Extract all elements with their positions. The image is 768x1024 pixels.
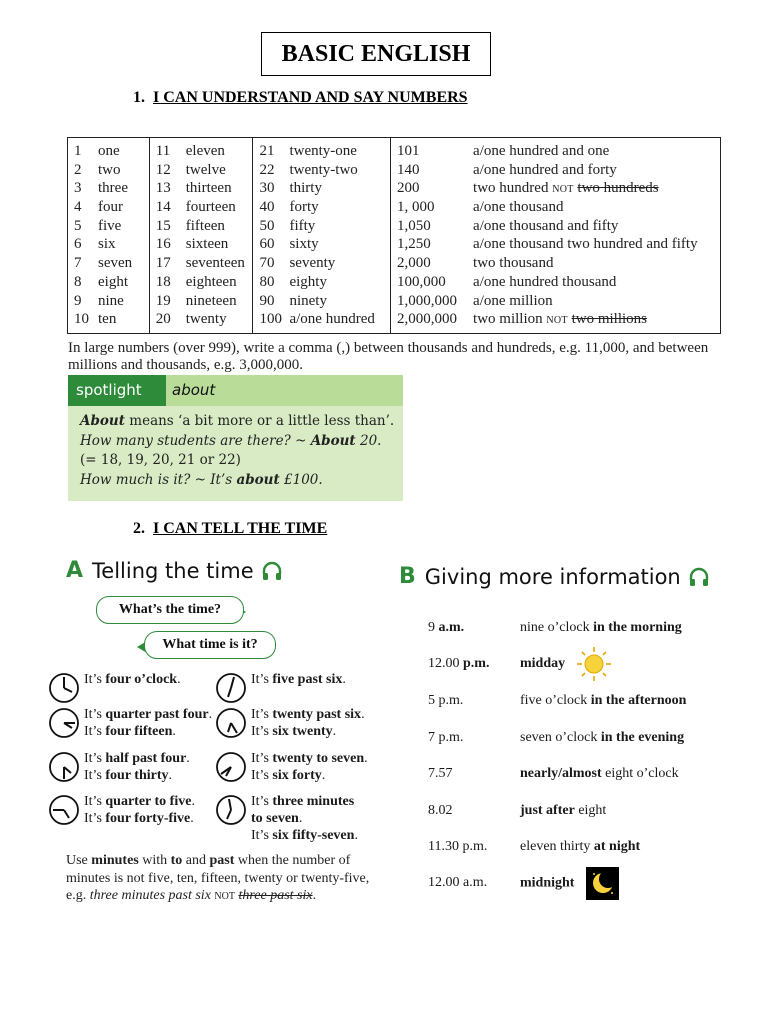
number-digits: 100,000 xyxy=(397,273,446,290)
clock-icon xyxy=(48,707,80,739)
section-2-heading xyxy=(133,520,327,538)
number-digits: 80 xyxy=(259,273,275,290)
number-word: eight xyxy=(98,273,128,290)
spotlight-line-4: How much is it? ~ It’s about £100. xyxy=(80,471,323,488)
spotlight-box xyxy=(68,375,403,501)
number-word: three xyxy=(98,180,128,197)
info-row: 5 p.m. five o’clock in the afternoon xyxy=(428,693,687,708)
number-word: eleven xyxy=(185,143,225,159)
number-word: two xyxy=(98,161,121,178)
number-digits: 21 xyxy=(259,143,275,159)
info-row: 12.00 p.m. midday xyxy=(428,652,728,676)
number-word: nine xyxy=(98,292,124,309)
number-digits: 30 xyxy=(259,180,275,197)
number-word: fifteen xyxy=(185,217,225,234)
number-digits: 101 xyxy=(397,143,420,159)
spotlight-topic: about xyxy=(166,375,403,406)
number-row xyxy=(74,142,145,161)
number-word: twenty-two xyxy=(289,161,358,178)
number-digits: 17 xyxy=(155,255,171,272)
number-row xyxy=(397,310,716,329)
number-digits: 2 xyxy=(74,161,82,178)
number-digits: 100 xyxy=(259,311,282,328)
section-1-heading xyxy=(133,89,468,107)
number-digits: 9 xyxy=(74,292,82,309)
section-b-title xyxy=(399,564,710,589)
clock-icon xyxy=(48,794,80,826)
number-digits: 2,000 xyxy=(397,255,431,272)
section-2-number: 2. xyxy=(133,520,145,537)
number-word: thirty xyxy=(289,180,322,197)
number-digits: 13 xyxy=(155,180,171,197)
number-row xyxy=(156,142,249,161)
number-digits: 200 xyxy=(397,180,420,197)
number-digits: 1 xyxy=(74,143,82,159)
speech-bubble-question-2: What time is it? xyxy=(144,631,276,659)
number-row xyxy=(397,217,716,236)
number-row xyxy=(74,310,145,329)
number-row xyxy=(74,273,145,292)
number-row xyxy=(156,217,249,236)
info-row: 7 p.m. seven o’clock in the evening xyxy=(428,730,685,745)
number-row xyxy=(259,254,386,273)
clock-icon xyxy=(215,751,247,783)
number-row xyxy=(259,161,386,180)
spotlight-line-2: How many students are there? ~ About 20. xyxy=(80,432,382,449)
number-row xyxy=(397,254,716,273)
moon-icon xyxy=(586,867,619,900)
number-word: nineteen xyxy=(185,292,237,309)
number-row xyxy=(156,235,249,254)
clock-icon xyxy=(48,672,80,704)
number-word: twenty xyxy=(185,311,227,328)
number-digits: 19 xyxy=(155,292,171,309)
number-row xyxy=(156,310,249,329)
number-row xyxy=(259,198,386,217)
number-digits: 1,000,000 xyxy=(397,292,458,309)
info-row: 11.30 p.m. eleven thirty at night xyxy=(428,839,641,854)
number-row xyxy=(397,273,716,292)
number-row xyxy=(397,235,716,254)
number-row xyxy=(259,179,386,198)
number-row xyxy=(74,254,145,273)
number-row xyxy=(156,273,249,292)
number-row xyxy=(156,179,249,198)
number-word: two million NOT two millions xyxy=(473,311,648,328)
number-row xyxy=(156,292,249,311)
number-row xyxy=(259,217,386,236)
spotlight-line-3: (= 18, 19, 20, 21 or 22) xyxy=(80,452,241,468)
time-example: It’s quarter to five. It’s four forty-five. xyxy=(48,793,195,827)
number-row xyxy=(156,161,249,180)
headphones-icon[interactable] xyxy=(261,560,283,582)
number-word: a/one thousand xyxy=(473,199,564,216)
time-example: It’s five past six. xyxy=(215,671,346,704)
section-1-title: I CAN UNDERSTAND AND SAY NUMBERS xyxy=(153,89,468,106)
number-word: seventeen xyxy=(185,255,245,272)
info-row: 8.02 just after eight xyxy=(428,803,607,818)
number-digits: 3 xyxy=(74,180,82,197)
number-digits: 1, 000 xyxy=(397,199,435,216)
number-row xyxy=(259,235,386,254)
number-digits: 1,050 xyxy=(397,217,431,234)
numbers-column-2 xyxy=(150,138,254,333)
numbers-column-3 xyxy=(253,138,391,333)
info-row: 9 a.m. nine o’clock in the morning xyxy=(428,620,682,635)
large-numbers-note: In large numbers (over 999), write a comma (,) between thousands and hundreds, e.g. 11,000, and between millions and thousands, e.g. 3,000,000. xyxy=(68,340,709,372)
number-digits: 11 xyxy=(155,143,171,159)
number-row xyxy=(259,292,386,311)
number-word: six xyxy=(98,236,116,253)
number-row xyxy=(397,179,716,198)
number-word: a/one hundred thousand xyxy=(473,273,617,290)
clock-icon xyxy=(215,794,247,826)
section-b-letter: B xyxy=(399,564,416,589)
clock-icon xyxy=(215,707,247,739)
number-word: twenty-one xyxy=(289,143,357,159)
number-word: two thousand xyxy=(473,255,554,272)
number-digits: 1,250 xyxy=(397,236,431,253)
number-word: a/one thousand and fifty xyxy=(473,217,619,234)
number-digits: 12 xyxy=(155,161,171,178)
clock-icon xyxy=(48,751,80,783)
number-digits: 90 xyxy=(259,292,275,309)
number-digits: 5 xyxy=(74,217,82,234)
number-row xyxy=(397,142,716,161)
time-example: It’s half past four. It’s four thirty. xyxy=(48,750,190,784)
number-word: sixteen xyxy=(185,236,229,253)
number-word: thirteen xyxy=(185,180,232,197)
number-row xyxy=(156,198,249,217)
section-a-letter: A xyxy=(66,558,84,583)
time-example: It’s three minutes to seven. It’s six fifty-seven. xyxy=(215,793,358,844)
number-digits: 16 xyxy=(155,236,171,253)
number-word: five xyxy=(98,217,122,234)
number-word: ninety xyxy=(289,292,327,309)
number-digits: 4 xyxy=(74,199,82,216)
numbers-column-4 xyxy=(391,138,720,333)
numbers-table xyxy=(67,137,721,334)
spotlight-header xyxy=(68,375,403,406)
spotlight-tag: spotlight xyxy=(68,375,166,406)
number-row xyxy=(74,217,145,236)
info-row: 7.57 nearly/almost eight o’clock xyxy=(428,766,679,781)
number-row xyxy=(259,310,386,329)
number-row xyxy=(397,161,716,180)
number-word: ten xyxy=(98,311,117,328)
number-digits: 6 xyxy=(74,236,82,253)
minutes-usage-note: Use minutes with to and past when the number of minutes is not five, ten, fifteen, twenty or twenty-five, e.g. three minutes past six NOT three past six. xyxy=(66,853,370,903)
number-word: two hundred NOT two hundreds xyxy=(473,180,659,197)
speech-bubble-question-1: What’s the time? xyxy=(96,596,244,624)
number-digits: 15 xyxy=(155,217,171,234)
section-a-title-text: Telling the time xyxy=(92,558,254,583)
number-digits: 7 xyxy=(74,255,82,272)
number-row xyxy=(397,198,716,217)
number-digits: 20 xyxy=(155,311,171,328)
number-digits: 22 xyxy=(259,161,275,178)
number-row xyxy=(156,254,249,273)
number-digits: 18 xyxy=(155,273,171,290)
section-b-title-text: Giving more information xyxy=(424,564,681,589)
number-digits: 14 xyxy=(155,199,171,216)
document-title: BASIC ENGLISH xyxy=(261,32,491,76)
number-digits: 50 xyxy=(259,217,275,234)
spotlight-body xyxy=(68,406,403,490)
number-word: seventy xyxy=(289,255,336,272)
number-digits: 2,000,000 xyxy=(397,311,458,328)
number-row xyxy=(74,198,145,217)
number-word: four xyxy=(98,199,123,216)
time-example: It’s quarter past four. It’s four fifteen. xyxy=(48,706,212,740)
clock-icon xyxy=(215,672,247,704)
time-example: It’s four o’clock. xyxy=(48,671,181,704)
number-word: a/one hundred and forty xyxy=(473,161,617,178)
number-word: one xyxy=(98,143,120,159)
number-row xyxy=(397,292,716,311)
number-word: fifty xyxy=(289,217,316,234)
number-row xyxy=(259,273,386,292)
number-digits: 40 xyxy=(259,199,275,216)
sun-icon xyxy=(575,645,613,683)
number-digits: 10 xyxy=(74,311,89,328)
number-word: twelve xyxy=(185,161,226,178)
numbers-column-1 xyxy=(68,138,150,333)
section-2-title: I CAN TELL THE TIME xyxy=(153,520,328,537)
number-word: eighteen xyxy=(185,273,237,290)
time-example: It’s twenty to seven. It’s six forty. xyxy=(215,750,368,784)
info-row: 12.00 a.m. midnight xyxy=(428,871,728,895)
section-1-number: 1. xyxy=(133,89,145,106)
number-word: a/one thousand two hundred and fifty xyxy=(473,236,698,253)
number-row xyxy=(74,235,145,254)
number-word: a/one hundred and one xyxy=(473,143,610,159)
number-word: sixty xyxy=(289,236,319,253)
number-word: forty xyxy=(289,199,319,216)
number-row xyxy=(74,161,145,180)
number-word: seven xyxy=(98,255,133,272)
section-a-title xyxy=(66,558,283,583)
number-row xyxy=(74,292,145,311)
number-digits: 140 xyxy=(397,161,420,178)
number-digits: 60 xyxy=(259,236,275,253)
number-word: fourteen xyxy=(185,199,236,216)
number-row xyxy=(74,179,145,198)
time-example: It’s twenty past six. It’s six twenty. xyxy=(215,706,365,740)
number-row xyxy=(259,142,386,161)
number-digits: 8 xyxy=(74,273,82,290)
number-word: eighty xyxy=(289,273,327,290)
spotlight-line-1: About means ‘a bit more or a little less than’. xyxy=(80,413,395,429)
number-word: a/one hundred xyxy=(289,311,375,328)
number-word: a/one million xyxy=(473,292,553,309)
headphones-icon[interactable] xyxy=(688,566,710,588)
number-digits: 70 xyxy=(259,255,275,272)
